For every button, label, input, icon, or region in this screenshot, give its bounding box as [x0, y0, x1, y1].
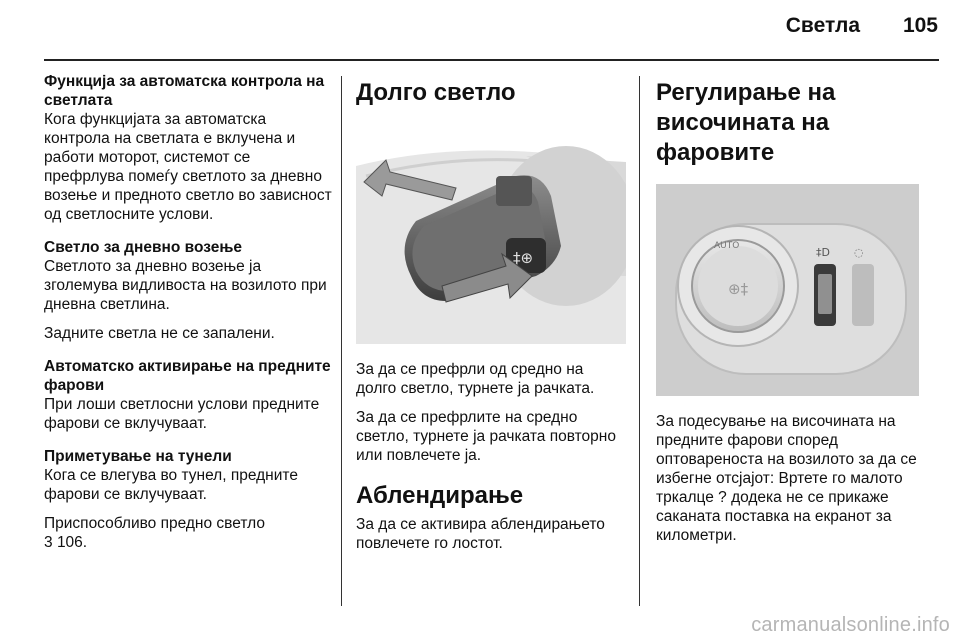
column-3 — [656, 72, 946, 545]
drl-heading: Светло за дневно возење — [44, 239, 243, 256]
drl-text-2: Задните светла не се запалени. — [44, 325, 275, 342]
tunnel-heading: Приметување на тунели — [44, 448, 232, 465]
reference-arrow-icon: 3 — [44, 534, 53, 551]
flash-text: За да се активира аблендирањето повлечете го лостот. — [356, 516, 605, 552]
tunnel-text: Кога се влегува во тунел, предните фарови се вклучуваат. — [44, 467, 298, 503]
column-divider-1 — [341, 76, 342, 606]
lever-illustration — [356, 126, 626, 344]
headlight-range-text: За подесување на височината на предните фарови според оптовареноста на возилото за да се избегне отсјајот: Вртете го малото тркалце ? додека не се прикаже саканата поставка на екранот за километри. — [656, 413, 917, 544]
svg-text:‡⊕: ‡⊕ — [513, 249, 534, 267]
column-divider-2 — [639, 76, 640, 606]
high-beam-text-2: За да се префрлите на средно светло, турнете ја рачката повторно или повлечете ја. — [356, 409, 616, 464]
high-beam-text-1: За да се префрли од средно на долго светло, турнете ја рачката. — [356, 361, 595, 397]
drl-text: Светлото за дневно возење ја зголемува видливоста на возилото при дневна светлина. — [44, 258, 327, 313]
auto-light-intro: Кога функцијата за автоматска контрола на светлата е вклучена и работи моторот, системот се префрлува помеѓу светлото за дневно возење и предното светло во зависност од светлосните услови. — [44, 111, 332, 223]
auto-light-heading: Функција за автоматска контрола на светлата — [44, 73, 325, 109]
page-reference[interactable] — [44, 533, 334, 552]
headlight-range-illustration — [656, 184, 919, 396]
headlight-switch-image — [656, 184, 919, 396]
svg-text:‡D: ‡D — [816, 246, 830, 259]
svg-text:AUTO: AUTO — [714, 241, 740, 251]
svg-text:⊕‡: ⊕‡ — [728, 280, 749, 298]
column-1 — [44, 72, 334, 552]
watermark: carmanualsonline.info — [751, 614, 950, 636]
light-lever-image — [356, 126, 626, 344]
flash-heading: Аблендирање — [356, 482, 524, 509]
column-2 — [356, 72, 628, 553]
svg-text:◌: ◌ — [854, 246, 864, 259]
header-rule — [44, 59, 939, 61]
auto-headlight-heading: Автоматско активирање на предните фарови — [44, 358, 331, 394]
page-number: 105 — [902, 14, 938, 37]
headlight-range-heading: Регулирање на височината на фаровите — [656, 79, 836, 166]
high-beam-heading: Долго светло — [356, 79, 516, 106]
page-section-title: Светла — [785, 14, 860, 37]
adaptive-light-text: Приспособливо предно светло — [44, 515, 265, 532]
auto-headlight-text: При лоши светлосни услови предните фарови се вклучуваат. — [44, 396, 320, 432]
reference-page: 106. — [56, 534, 88, 551]
